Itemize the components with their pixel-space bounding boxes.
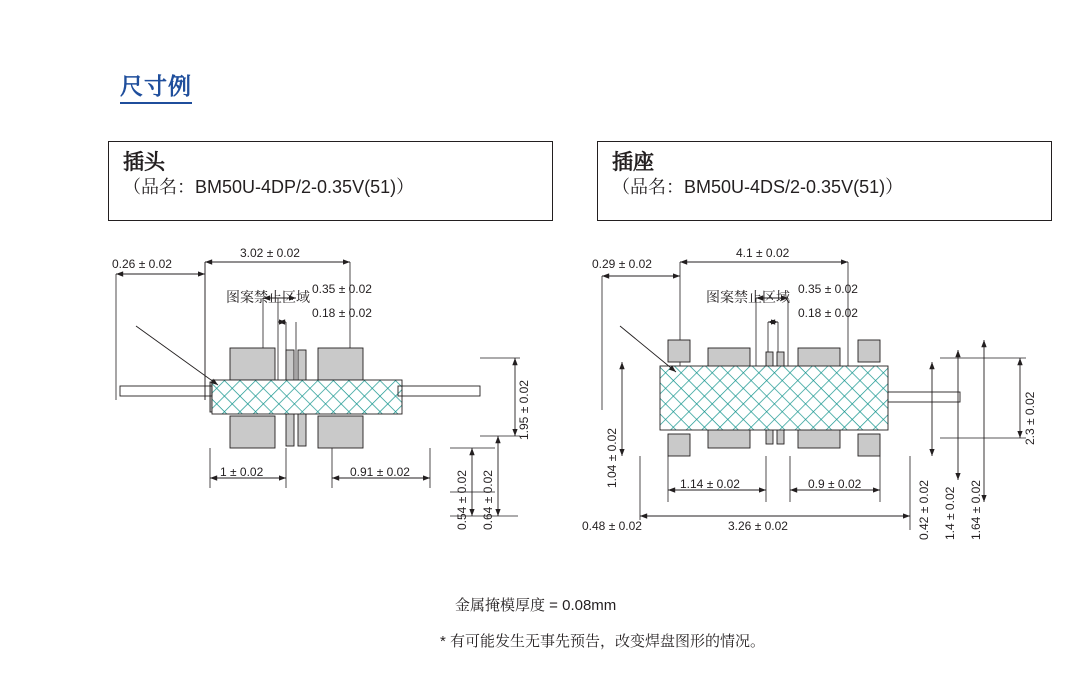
note-disclaimer: * 有可能发生无事先预告，改变焊盘图形的情况。	[440, 633, 766, 650]
plug-dim-top-main: 3.02 ± 0.02	[240, 246, 300, 260]
recep-dim-bottom-mid: 1.14 ± 0.02	[680, 477, 740, 491]
page-title: 尺寸例	[120, 74, 192, 104]
plug-keepout-annotation: 图案禁止区域	[226, 289, 310, 305]
recep-dim-right-v1: 0.42 ± 0.02	[917, 480, 931, 540]
recep-dim-right-v3: 1.64 ± 0.02	[969, 480, 983, 540]
plug-dim-v-small-1: 0.54 ± 0.02	[455, 470, 469, 530]
plug-dim-v-small-2: 0.64 ± 0.02	[481, 470, 495, 530]
plug-dim-pitch-b: 0.18 ± 0.02	[312, 306, 372, 320]
receptacle-heading: 插座	[612, 151, 654, 174]
recep-dim-pitch-a: 0.35 ± 0.02	[798, 282, 858, 296]
recep-dim-right-v2: 1.4 ± 0.02	[943, 486, 957, 540]
recep-dim-bottom-right: 0.9 ± 0.02	[808, 477, 862, 491]
receptacle-footprint-drawing	[580, 240, 1070, 560]
recep-dim-bottom-total: 3.26 ± 0.02	[728, 519, 788, 533]
recep-dim-top-left: 0.29 ± 0.02	[592, 257, 652, 271]
note-mask-thickness: 金属掩模厚度 = 0.08mm	[455, 597, 617, 614]
recep-dim-pitch-b: 0.18 ± 0.02	[798, 306, 858, 320]
plug-dim-bottom-right: 0.91 ± 0.02	[350, 465, 410, 479]
recep-dim-top-main: 4.1 ± 0.02	[736, 246, 790, 260]
recep-dim-right-height: 2.3 ± 0.02	[1023, 391, 1037, 445]
plug-dim-pitch-a: 0.35 ± 0.02	[312, 282, 372, 296]
plug-dim-bottom-left: 1 ± 0.02	[220, 465, 264, 479]
recep-dim-left-v1: 1.04 ± 0.02	[605, 428, 619, 488]
plug-header-box	[108, 141, 553, 221]
plug-footprint-drawing	[100, 240, 570, 560]
plug-dim-top-left: 0.26 ± 0.02	[112, 257, 172, 271]
plug-dim-right-height: 1.95 ± 0.02	[517, 380, 531, 440]
plug-part-label: （品名：BM50U-4DP/2-0.35V(51)）	[123, 177, 415, 198]
receptacle-header-box	[597, 141, 1052, 221]
recep-keepout-annotation: 图案禁止区域	[706, 289, 790, 305]
receptacle-part-label: （品名：BM50U-4DS/2-0.35V(51)）	[612, 177, 904, 198]
plug-heading: 插头	[123, 151, 165, 174]
recep-dim-left-v2: 0.48 ± 0.02	[582, 519, 642, 533]
